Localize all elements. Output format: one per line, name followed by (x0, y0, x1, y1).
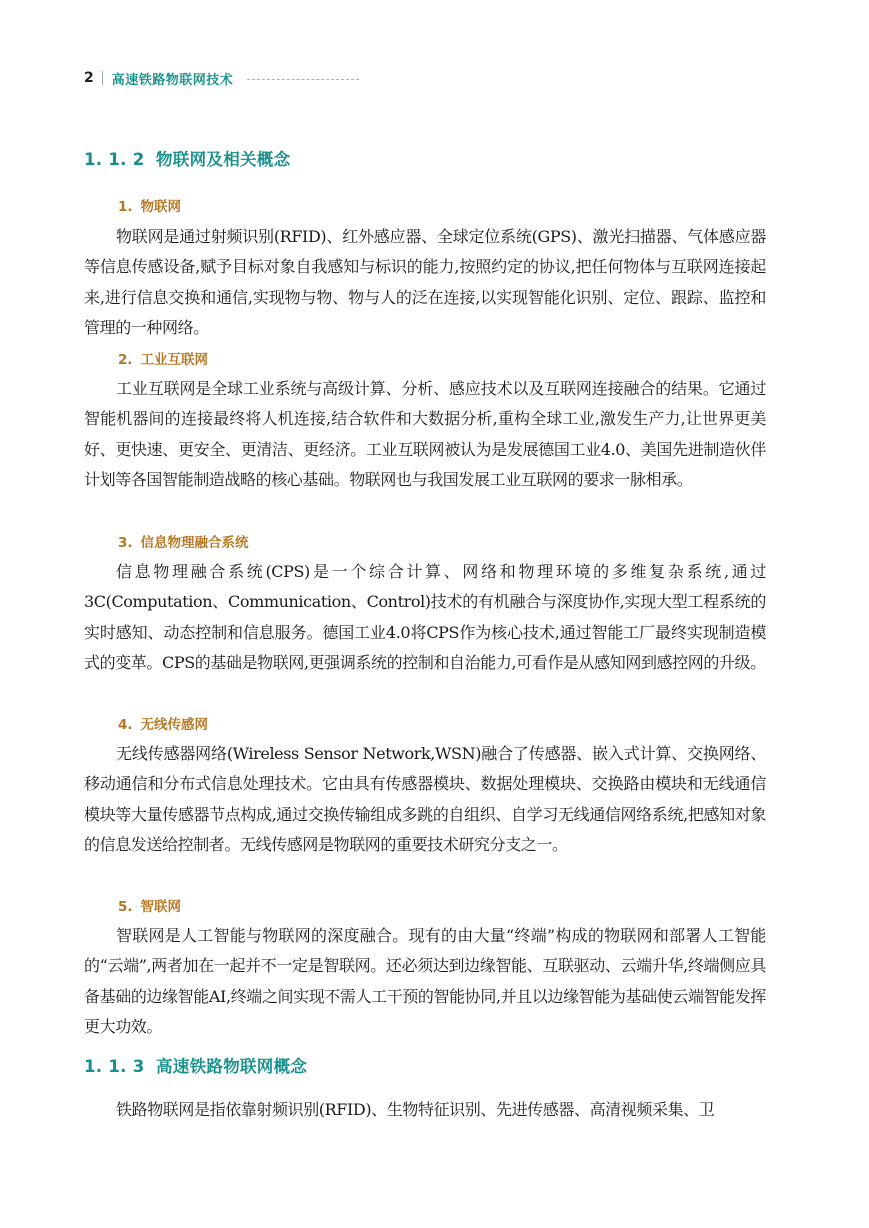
page-number: 2 (84, 70, 94, 86)
header-dashed-rule (247, 79, 359, 80)
section-title: 物联网及相关概念 (156, 150, 291, 169)
subheading-number: 1. (118, 199, 133, 215)
paragraph-iot: 物联网是通过射频识别(RFID)、红外感应器、全球定位系统(GPS)、激光扫描器、气体感应器等信息传感设备,赋予目标对象自我感知与标识的能力,按照约定的协议,把任何物体与互联网连接起来,进行信息交换和通信,实现物与物、物与人的泛在连接,以实现智能化识别、定位、跟踪、监控和管理的一种网络。 (84, 227, 766, 338)
section-heading-1-1-2 (84, 146, 290, 170)
section-heading-1-1-3 (84, 1053, 307, 1077)
book-title: 高速铁路物联网技术 (111, 72, 234, 88)
section-number: 1. 1. 2 (84, 150, 145, 169)
paragraph-cps: 信息物理融合系统(CPS)是一个综合计算、网络和物理环境的多维复杂系统,通过3C(Computation、Communication、Control)技术的有机融合与深度协作,实现大型工程系统的实时感知、动态控制和信息服务。德国工业4.0将CPS作为核心技术,通过智能工厂最终实现制造模式的变革。CPS的基础是物联网,更强调系统的控制和自治能力,可看作是从感知网到感控网的升级。 (84, 562, 766, 673)
subheading-title: 信息物理融合系统 (140, 535, 249, 551)
paragraph-intelligent-connectivity: 智联网是人工智能与物联网的深度融合。现有的由大量“终端”构成的物联网和部署人工智能的“云端”,两者加在一起并不一定是智联网。还必须达到边缘智能、互联驱动、云端升华,终端侧应具备基础的边缘智能AI,终端之间实现不需人工干预的智能协同,并且以边缘智能为基础使云端智能发挥更大功效。 (84, 926, 766, 1037)
section-number: 1. 1. 3 (84, 1057, 145, 1076)
paragraph-railway-iot: 铁路物联网是指依靠射频识别(RFID)、生物特征识别、先进传感器、高清视频采集、卫 (116, 1100, 715, 1119)
subheading-iot (118, 195, 181, 215)
paragraph-wsn: 无线传感器网络(Wireless Sensor Network,WSN)融合了传感器、嵌入式计算、交换网络、移动通信和分布式信息处理技术。它由具有传感器模块、数据处理模块、交换路由模块和无线通信模块等大量传感器节点构成,通过交换传输组成多跳的自组织、自学习无线通信网络系统,把感知对象的信息发送给控制者。无线传感网是物联网的重要技术研究分支之一。 (84, 744, 766, 855)
subheading-intelligent-connectivity (118, 895, 181, 915)
section-title: 高速铁路物联网概念 (156, 1057, 308, 1076)
subheading-number: 3. (118, 535, 133, 551)
subheading-industrial-internet (118, 348, 208, 368)
subheading-number: 2. (118, 352, 133, 368)
subheading-title: 智联网 (140, 899, 182, 915)
subheading-cps (118, 531, 249, 551)
subheading-number: 4. (118, 717, 133, 733)
subheading-number: 5. (118, 899, 133, 915)
header-separator (102, 71, 103, 85)
subheading-wsn (118, 713, 208, 733)
subheading-title: 无线传感网 (140, 717, 209, 733)
subheading-title: 工业互联网 (140, 352, 209, 368)
subheading-title: 物联网 (140, 199, 182, 215)
paragraph-industrial-internet: 工业互联网是全球工业系统与高级计算、分析、感应技术以及互联网连接融合的结果。它通过智能机器间的连接最终将人机连接,结合软件和大数据分析,重构全球工业,激发生产力,让世界更美好、更快速、更安全、更清洁、更经济。工业互联网被认为是发展德国工业4.0、美国先进制造伙伴计划等各国智能制造战略的核心基础。物联网也与我国发展工业互联网的要求一脉相承。 (84, 379, 766, 490)
running-head (84, 68, 359, 88)
